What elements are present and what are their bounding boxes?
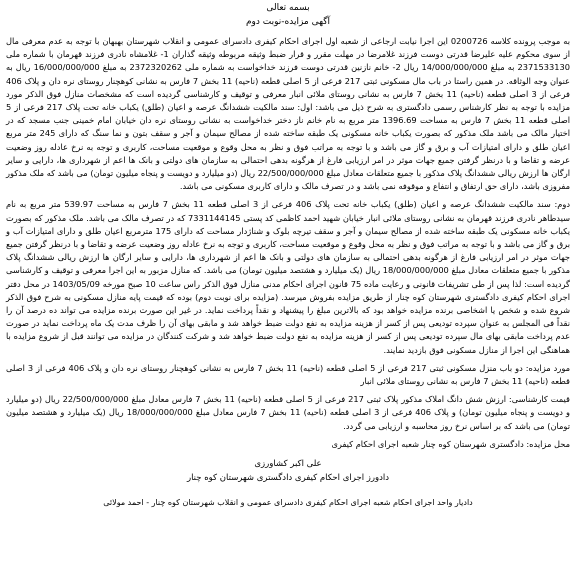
signatory-name: علی اکبر کشاورزی <box>254 459 322 470</box>
notice-paragraph-second-property: دوم: سند مالکیت ششدانگ عرصه و اعیان (طلق) یکباب خانه تحت پلاک 406 فرعی از 3 اصلی قطعه 11 بخش 7 فارس به مساحت 539.97 متر مربع به نام سیدطاهر نادری فرزند قهرمان به نشانی روستای ملائی انبار خیابان شهید احمد کاظمی کد پستی 7331144145 که در تصرف مالک می باشد. ملک مذکور که بصورت یکباب خانه مسکونی یک طبقه ساخته شده از مصالح سیمان و آجر و سقف تیرچه بلوک و شناژدار مساحت که دارای 175 مترمربع اعیان طلق و دارای امتیازات آب و برق و گاز می باشد و با توجه به مراتب فوق و نظر به محل وقوع و موقعیت مساحت، کاربری و توجه به نرخ عادله روز وضعیت عرضه و تقاضا و با درنظر گرفتن جمیع جهات موثر در امر ارزیابی فارغ از هرگونه بدهی احتمالی به سازمان های دولتی و بانک ها اعم از شهرداری ها، دارایی و سایر ارگان ها ارزش ریالی ششدانگ پلاک مذکور با جمیع متعلقات معادل مبلغ 18/000/000/000 ریال (یک میلیارد و هشتصد میلیون تومان) می باشد. که منازل مزبور به این اجرا معرفی و توقیف و کارشناسی گردیده است: لذا پس از طی تشریفات قانونی و رعایت ماده 75 قانون اجرای احکام مدنی منازل فوق الذکر راس ساعت 10 صبح مورخه 1403/05/09 در محل دفتر اجرای احکام کیفری دادگستری شهرستان کوه چنار از طریق مزایده بفروش میرسد. (مزایده برای نوبت دوم) بوده که قیمت پایه منازل مسکونی به شرح فوق الذکر شروع شده و شخص یا اشخاصی برنده مزایده خواهد بود که بالاترین مبلغ را پیشنهاد و نقداً پرداخت نماید. در غیر این صورت برنده مزایده می تواند ده درصد آن را نقداً فی المجلس به عنوان سپرده تودیعی پس از کسر از هزینه مزایده به نفع دولت ضبط خواهد شد و مابقی بهای آن را ظرف مدت یک ماه پرداخت نماید در صورت عدم پرداخت مابقی بهای مال سپرده تودیعی پس از کسر از هزینه مزایده به نفع دولت ضبط خواهد شد و شرکت کنندگان در مزایده می توانند قبل از شروع مزایده با هماهنگی این اجرا از منازل مسکونی فوق بازدید نمایند. <box>6 199 570 355</box>
signature-block <box>6 457 570 485</box>
notice-subtitle: آگهی مزایده-نوبت دوم <box>245 17 331 27</box>
notice-paragraph-auction-location: محل مزایده: دادگستری شهرستان کوه چنار شعبه اجرای احکام کیفری <box>331 438 570 449</box>
notice-title: بسمه تعالی <box>266 3 310 13</box>
notice-paragraph-appraisal: قیمت کارشناسی: ارزش شش دانگ املاک مذکور پلاک ثبتی 217 فرعی از 5 اصلی قطعه (ناحیه) 11 بخش 7 فارس معادل مبلغ 22/500/000/000 ریال (دو میلیارد و دویست و پنجاه میلیون تومان) و پلاک 406 فرعی از 3 اصلی قطعه (ناحیه) 11 بخش 7 فارس معادل مبلغ 18/000/000/000 ریال (یک میلیارد و هشتصد میلیون تومان) می باشد که بر اساس نرخ روز محاسبه و ارزیابی می گردد. <box>6 394 570 431</box>
footer-signatory: دادیار واحد اجرای احکام شعبه اجرای احکام کیفری دادسرای عمومی و انقلاب شهرستان کوه چنار - احمد مولائی <box>103 498 473 508</box>
signatory-title: دادورز اجرای احکام کیفری دادگستری شهرستان کوه چنار <box>186 473 390 484</box>
notice-paragraph-auction-subject: مورد مزایده: دو باب منزل مسکونی ثبتی 217 فرعی از 5 اصلی قطعه (ناحیه) 11 بخش 7 فارس به نشانی کوهچنار روستای نره دان و پلاک 406 فرعی از 3 اصلی قطعه (ناحیه) 11 بخش 7 فارس به نشانی روستای ملائی انبار <box>6 362 570 387</box>
notice-paragraph-intro: به موجب پرونده کلاسه 0200726 این اجرا نیابت ارجاعی از شعبه اول اجرای احکام کیفری دادسرای عمومی و انقلاب شهرستان بهبهان با توجه به عدم معرفی مال از سوی محکوم علیه علیرضا قدرتی دوست فرزند غلامرضا در مهلت مقرر و قرار ضبط وثیقه مربوطه وثیقه گذاران 1- غلامشاه نادری فرزند قهرمان با شماره ملی 2371533130 به مبلغ 14/000/000/000 ریال 2- خانم نازنین قدرتی دوست فرزند خداخواست به شماره ملی 2372320262 به مبلغ 16/000/000/000 ریال به عنوان وجه الوثاقه. در همین راستا در باب مال مسکونی ثبتی 217 فرعی از 5 اصلی قطعه (ناحیه) 11 بخش 7 فارس به نشانی کوهچنار روستای نره دان و پلاک 406 فرعی از 3 اصلی قطعه (ناحیه) 11 بخش 7 فارس به نشانی روستای ملائی انبار معرفی و توقیف و کارشناسی گردیده است که مشخصات منازل فوق الذکر مورد مزایده با توجه به نظر کارشناس رسمی دادگستری به شرح ذیل می باشد: اول: سند مالکیت ششدانگ عرصه و اعیان (طلق) یکباب خانه تحت پلاک 217 فرعی از 5 اصلی قطعه 11 بخش 7 فارس به مساحت 1396.69 متر مربع به نام خانم ناز دختر خداخواست به نشانی روستای نره دان خیابان امام خمینی جنب مسجد که در اختیار مالک می باشد ملک مذکور که بصورت یکباب خانه مسکونی یک طبقه ساخته شده از مصالح سیمان و آجر و سقف بتون و نما سنگ که دارای 245 متر مربع اعیان طلق و دارای امتیازات آب و برق و گاز می باشد و با توجه به مراتب فوق و نظر به محل وقوع و موقعیت مساحت، کاربری و توجه به نرخ عادله روز وضعیت عرضه و تقاضا و با درنظر گرفتن جمیع جهات موثر در امر ارزیابی فارغ از هرگونه بدهی احتمالی به سازمان های دولتی و بانک ها اعم از شهرداری ها، دارایی و سایر ارگان ها ارزش ریالی ششدانگ پلاک مذکور با جمیع متعلقات معادل مبلغ 22/500/000/000 ریال (دو میلیارد و دویست و پنجاه میلیون تومان) می باشد که ملک مذکور مفروزی باشد، دارای حق ارتفاق و انتفاع و موقوفه نمی باشد و در تصرف مالک و دارای کاربری مسکونی می باشد. <box>6 36 571 192</box>
